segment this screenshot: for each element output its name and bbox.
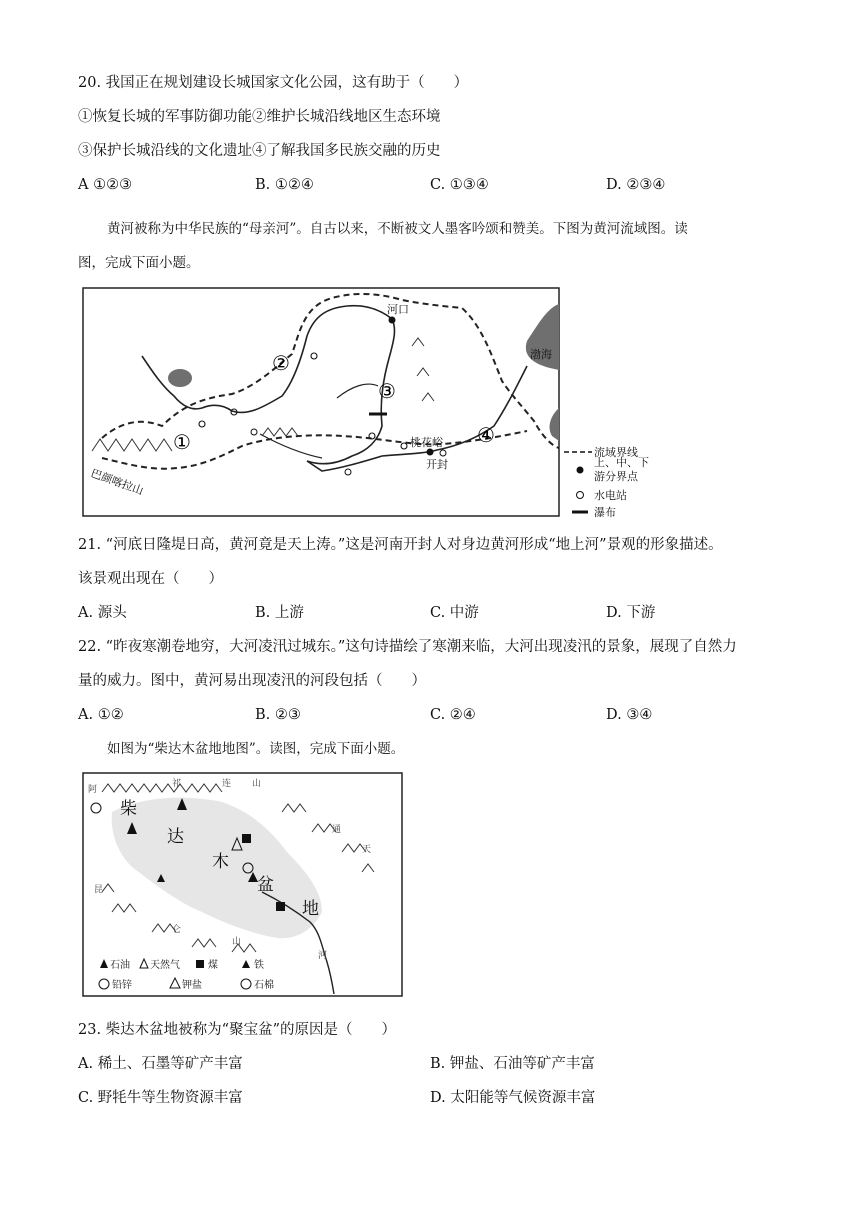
q21-stem-2: 该景观出现在（ ）	[78, 571, 223, 587]
q22-option-b[interactable]: B. ②③	[255, 707, 301, 723]
q23-option-a[interactable]: A. 稀土、石墨等矿产丰富	[78, 1056, 243, 1072]
q20-option-d[interactable]: D. ②③④	[606, 177, 666, 193]
svg-text:天然气: 天然气	[150, 960, 180, 971]
svg-text:瀑布: 瀑布	[594, 506, 616, 519]
svg-text:水电站: 水电站	[594, 489, 627, 502]
svg-text:铅锌: 铅锌	[112, 980, 132, 991]
svg-text:石油: 石油	[110, 960, 130, 971]
label-bayan-kala: 巴颜喀拉山	[88, 466, 146, 498]
svg-text:昆: 昆	[94, 885, 104, 895]
svg-text:铁: 铁	[254, 960, 264, 971]
basin-char-2: 达	[167, 827, 184, 847]
q22-option-d[interactable]: D. ③④	[606, 707, 653, 723]
svg-text:煤: 煤	[208, 960, 218, 971]
svg-text:河: 河	[318, 951, 328, 961]
q21-option-c[interactable]: C. 中游	[430, 605, 479, 621]
svg-text:通: 通	[332, 825, 342, 835]
q21-option-a[interactable]: A. 源头	[78, 605, 127, 621]
qaidam-basin-map	[82, 772, 404, 998]
intro-yellow-river-line2: 图，完成下面小题。	[78, 255, 200, 271]
svg-text:流域界线: 流域界线	[594, 446, 638, 459]
q23-option-c[interactable]: C. 野牦牛等生物资源丰富	[78, 1090, 243, 1106]
map-frame	[83, 288, 559, 516]
svg-text:上、中、下: 上、中、下	[594, 456, 649, 469]
yellow-river-map	[82, 286, 662, 520]
q21-option-d[interactable]: D. 下游	[606, 605, 656, 621]
svg-text:仑: 仑	[172, 925, 182, 935]
label-taohuayu: 桃花峪	[410, 436, 443, 449]
q22-option-c[interactable]: C. ②④	[430, 707, 476, 723]
basin-char-1: 柴	[120, 799, 137, 819]
intro-yellow-river-line1: 黄河被称为中华民族的“母亲河”。自古以来，不断被文人墨客吟颂和赞美。下图为黄河流域图。读	[107, 221, 688, 237]
q21-stem: 21. “河底日隆堤日高，黄河竟是天上涛。”这是河南开封人对身边黄河形成“地上河”景观的形象描述。	[78, 537, 723, 553]
svg-text:祁: 祁	[172, 779, 182, 789]
svg-text:钾盐: 钾盐	[182, 980, 202, 991]
svg-text:天: 天	[362, 845, 372, 855]
q23-option-b[interactable]: B. 钾盐、石油等矿产丰富	[430, 1056, 595, 1072]
hekou-point	[389, 317, 396, 324]
svg-text:连: 连	[222, 779, 232, 789]
q22-option-a[interactable]: A. ①②	[78, 707, 124, 723]
basin-char-3: 木	[212, 852, 229, 872]
svg-text:山: 山	[232, 937, 242, 947]
lake-shape	[168, 369, 192, 387]
region-2: ②	[272, 351, 290, 375]
q20-option-c[interactable]: C. ①③④	[430, 177, 489, 193]
label-kaifeng: 开封	[426, 458, 448, 471]
q21-option-b[interactable]: B. 上游	[255, 605, 304, 621]
intro-qaidam: 如图为“柴达木盆地地图”。读图，完成下面小题。	[107, 741, 405, 757]
q20-option-b[interactable]: B. ①②④	[255, 177, 314, 193]
q23-option-d[interactable]: D. 太阳能等气候资源丰富	[430, 1090, 596, 1106]
q20-statement-1: ①恢复长城的军事防御功能②维护长城沿线地区生态环境	[78, 109, 441, 125]
svg-text:山: 山	[252, 779, 262, 789]
q23-stem: 23. 柴达木盆地被称为“聚宝盆”的原因是（ ）	[78, 1022, 396, 1038]
region-3: ③	[378, 379, 396, 403]
region-4: ④	[477, 423, 495, 447]
label-hekou: 河口	[387, 303, 409, 316]
q22-stem: 22. “昨夜寒潮卷地穷，大河凌汛过城东。”这句诗描绘了寒潮来临，大河出现凌汛的景象，展现了自然力	[78, 639, 737, 655]
q20-stem: 20. 我国正在规划建设长城国家文化公园，这有助于（ ）	[78, 75, 469, 91]
svg-text:游分界点: 游分界点	[594, 470, 638, 483]
q20-option-a[interactable]: A ①②③	[78, 177, 133, 193]
kaifeng-point	[440, 450, 446, 456]
basin-char-5: 地	[302, 899, 319, 919]
svg-text:石棉: 石棉	[254, 980, 274, 991]
label-bohai: 渤海	[530, 348, 552, 361]
region-1: ①	[173, 430, 191, 454]
map1-legend	[564, 445, 649, 519]
basin-char-4: 盆	[257, 875, 274, 895]
taohuayu-point	[427, 449, 434, 456]
q22-stem-2: 量的威力。图中，黄河易出现凌汛的河段包括（ ）	[78, 673, 426, 689]
svg-text:阿: 阿	[88, 785, 98, 795]
q20-statement-2: ③保护长城沿线的文化遗址④了解我国多民族交融的历史	[78, 143, 441, 159]
